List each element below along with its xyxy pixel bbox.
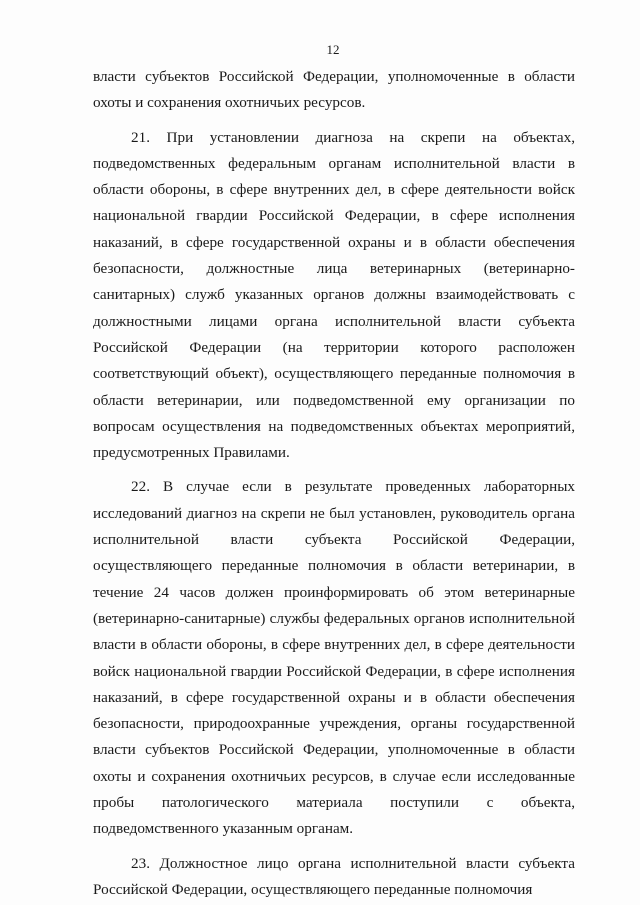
document-body	[93, 64, 575, 903]
paragraph-21: 21. При установлении диагноза на скрепи на объектах, подведомственных федеральным органам исполнительной власти в области обороны, в сфере внутренних дел, в сфере деятельности войск национальной гвардии Российской Федерации, в сфере исполнения наказаний, в сфере государственной охраны и в области обеспечения безопасности, должностные лица ветеринарных (ветеринарно-санитарных) служб указанных органов должны взаимодействовать с должностными лицами органа исполнительной власти субъекта Российской Федерации (на территории которого расположен соответствующий объект), осуществляющего переданные полномочия в области ветеринарии, или подведомственной ему организации по вопросам осуществления на подведомственных объектах мероприятий, предусмотренных Правилами.	[93, 128, 575, 462]
paragraph-continuation: власти субъектов Российской Федерации, уполномоченные в области охоты и сохранения охотничьих ресурсов.	[93, 68, 575, 112]
paragraph-22: 22. В случае если в результате проведенных лабораторных исследований диагноз на скрепи не был установлен, руководитель органа исполнительной власти субъекта Российской Федерации, осуществляющего переданные полномочия в области ветеринарии, в течение 24 часов должен проинформировать об этом ветеринарные (ветеринарно-санитарные) службы федеральных органов исполнительной власти в области обороны, в сфере внутренних дел, в сфере деятельности войск национальной гвардии Российской Федерации, в сфере исполнения наказаний, в сфере государственной охраны и в области обеспечения безопасности, природоохранные учреждения, органы государственной власти субъектов Российской Федерации, уполномоченные в области охоты и сохранения охотничьих ресурсов, в случае если исследованные пробы патологического материала поступили с объекта, подведомственного указанным органам.	[93, 478, 575, 838]
paragraph-23: 23. Должностное лицо органа исполнительной власти субъекта Российской Федерации, осуществляющего переданные полномочия	[93, 854, 575, 898]
page-number: 12	[326, 42, 340, 57]
